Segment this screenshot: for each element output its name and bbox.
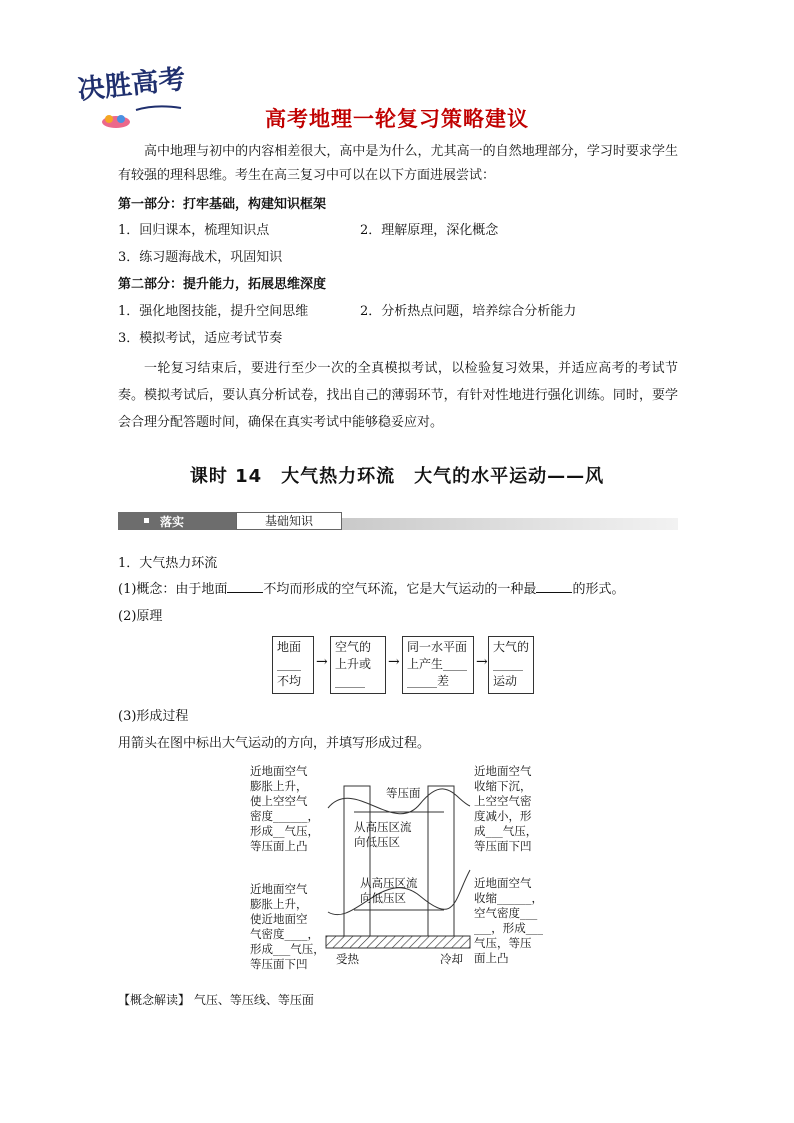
arrow-right-icon: →: [316, 654, 328, 670]
q1-concept: (1)概念：由于地面 不均而形成的空气环流，它是大气运动的一种最 的形式。: [118, 582, 625, 597]
intro-paragraph: 高中地理与初中的内容相差很大，高中是为什么，尤其高一的自然地理部分，学习时要求学生有较强的理科思维。考生在高三复习中可以在以下方面进展尝试：: [118, 144, 678, 183]
bullet-icon: [144, 518, 149, 523]
circulation-figure: [324, 778, 472, 958]
section-label-practice: 落实: [160, 515, 185, 529]
q1-title: 1．大气热力环流: [118, 556, 218, 571]
top-left-description: 近地面空气 膨胀上升， 使上空空气 密度______， 形成__气压， 等压面上凸: [250, 764, 319, 853]
part1-item-3: 3．练习题海战术，巩固知识: [118, 250, 283, 265]
arrow-right-icon: →: [476, 654, 488, 670]
part1-item-2: 2．理解原理，深化概念: [360, 223, 499, 238]
flow-box-1: 地面 ____ 不均: [272, 636, 314, 694]
document-title: 高考地理一轮复习策略建议: [265, 107, 529, 131]
lower-flow-label: 从高压区流 向低压区: [360, 876, 418, 905]
section-bar: [118, 512, 678, 530]
flow-box-4: 大气的 _____ 运动: [488, 636, 534, 694]
part2-item-1: 1．强化地图技能，提升空间思维: [118, 304, 309, 319]
logo-text: 决胜高考: [76, 64, 187, 106]
closing-paragraph: 一轮复习结束后，要进行至少一次的全真模拟考试，以检验复习效果，并适应高考的考试节奏。模拟考试后，要认真分析试卷，找出自己的薄弱环节，有针对性地进行强化训练。同时，要学会合理分配答题时间，确保在真实考试中能够稳妥应对。: [118, 361, 678, 430]
part2-item-3: 3．模拟考试，适应考试节奏: [118, 331, 283, 346]
top-right-description: 近地面空气 收缩下沉， 上空空气密 度减小，形 成___气压， 等压面下凹: [474, 764, 538, 853]
bottom-left-description: 近地面空气 膨胀上升， 使近地面空 气密度____， 形成___气压， 等压面下凹: [250, 882, 325, 971]
cooled-label: 冷却: [440, 952, 463, 966]
part2-item-2: 2．分析热点问题，培养综合分析能力: [360, 304, 577, 319]
part2-heading: 第二部分：提升能力，拓展思维深度: [118, 277, 327, 292]
q1-process: (3)形成过程: [118, 709, 189, 724]
heated-label: 受热: [336, 952, 359, 966]
flow-box-2: 空气的 上升或 _____: [330, 636, 386, 694]
fill-blank[interactable]: [227, 580, 263, 593]
principle-flowchart: [272, 636, 534, 696]
q1-principle: (2)原理: [118, 609, 163, 624]
arrow-right-icon: →: [388, 654, 400, 670]
concept-note: 【概念解读】 气压、等压线、等压面: [118, 993, 314, 1007]
part1-item-1: 1．回归课本，梳理知识点: [118, 223, 270, 238]
lesson-title: 课时 14 大气热力环流 大气的水平运动——风: [189, 466, 605, 487]
part1-heading: 第一部分：打牢基础，构建知识框架: [118, 197, 327, 212]
flow-box-3: 同一水平面 上产生____ _____差: [402, 636, 474, 694]
q1-instruction: 用箭头在图中标出大气运动的方向，并填写形成过程。: [118, 736, 431, 751]
upper-flow-label: 从高压区流 向低压区: [354, 820, 412, 849]
thermal-circulation-diagram: [250, 764, 550, 976]
isobar-label: 等压面: [386, 786, 421, 800]
fill-blank[interactable]: [536, 580, 572, 593]
section-label-basics: 基础知识: [236, 512, 342, 530]
bottom-right-description: 近地面空气 收缩______， 空气密度___ ___，形成___ 气压，等压 面上凸: [474, 876, 543, 965]
